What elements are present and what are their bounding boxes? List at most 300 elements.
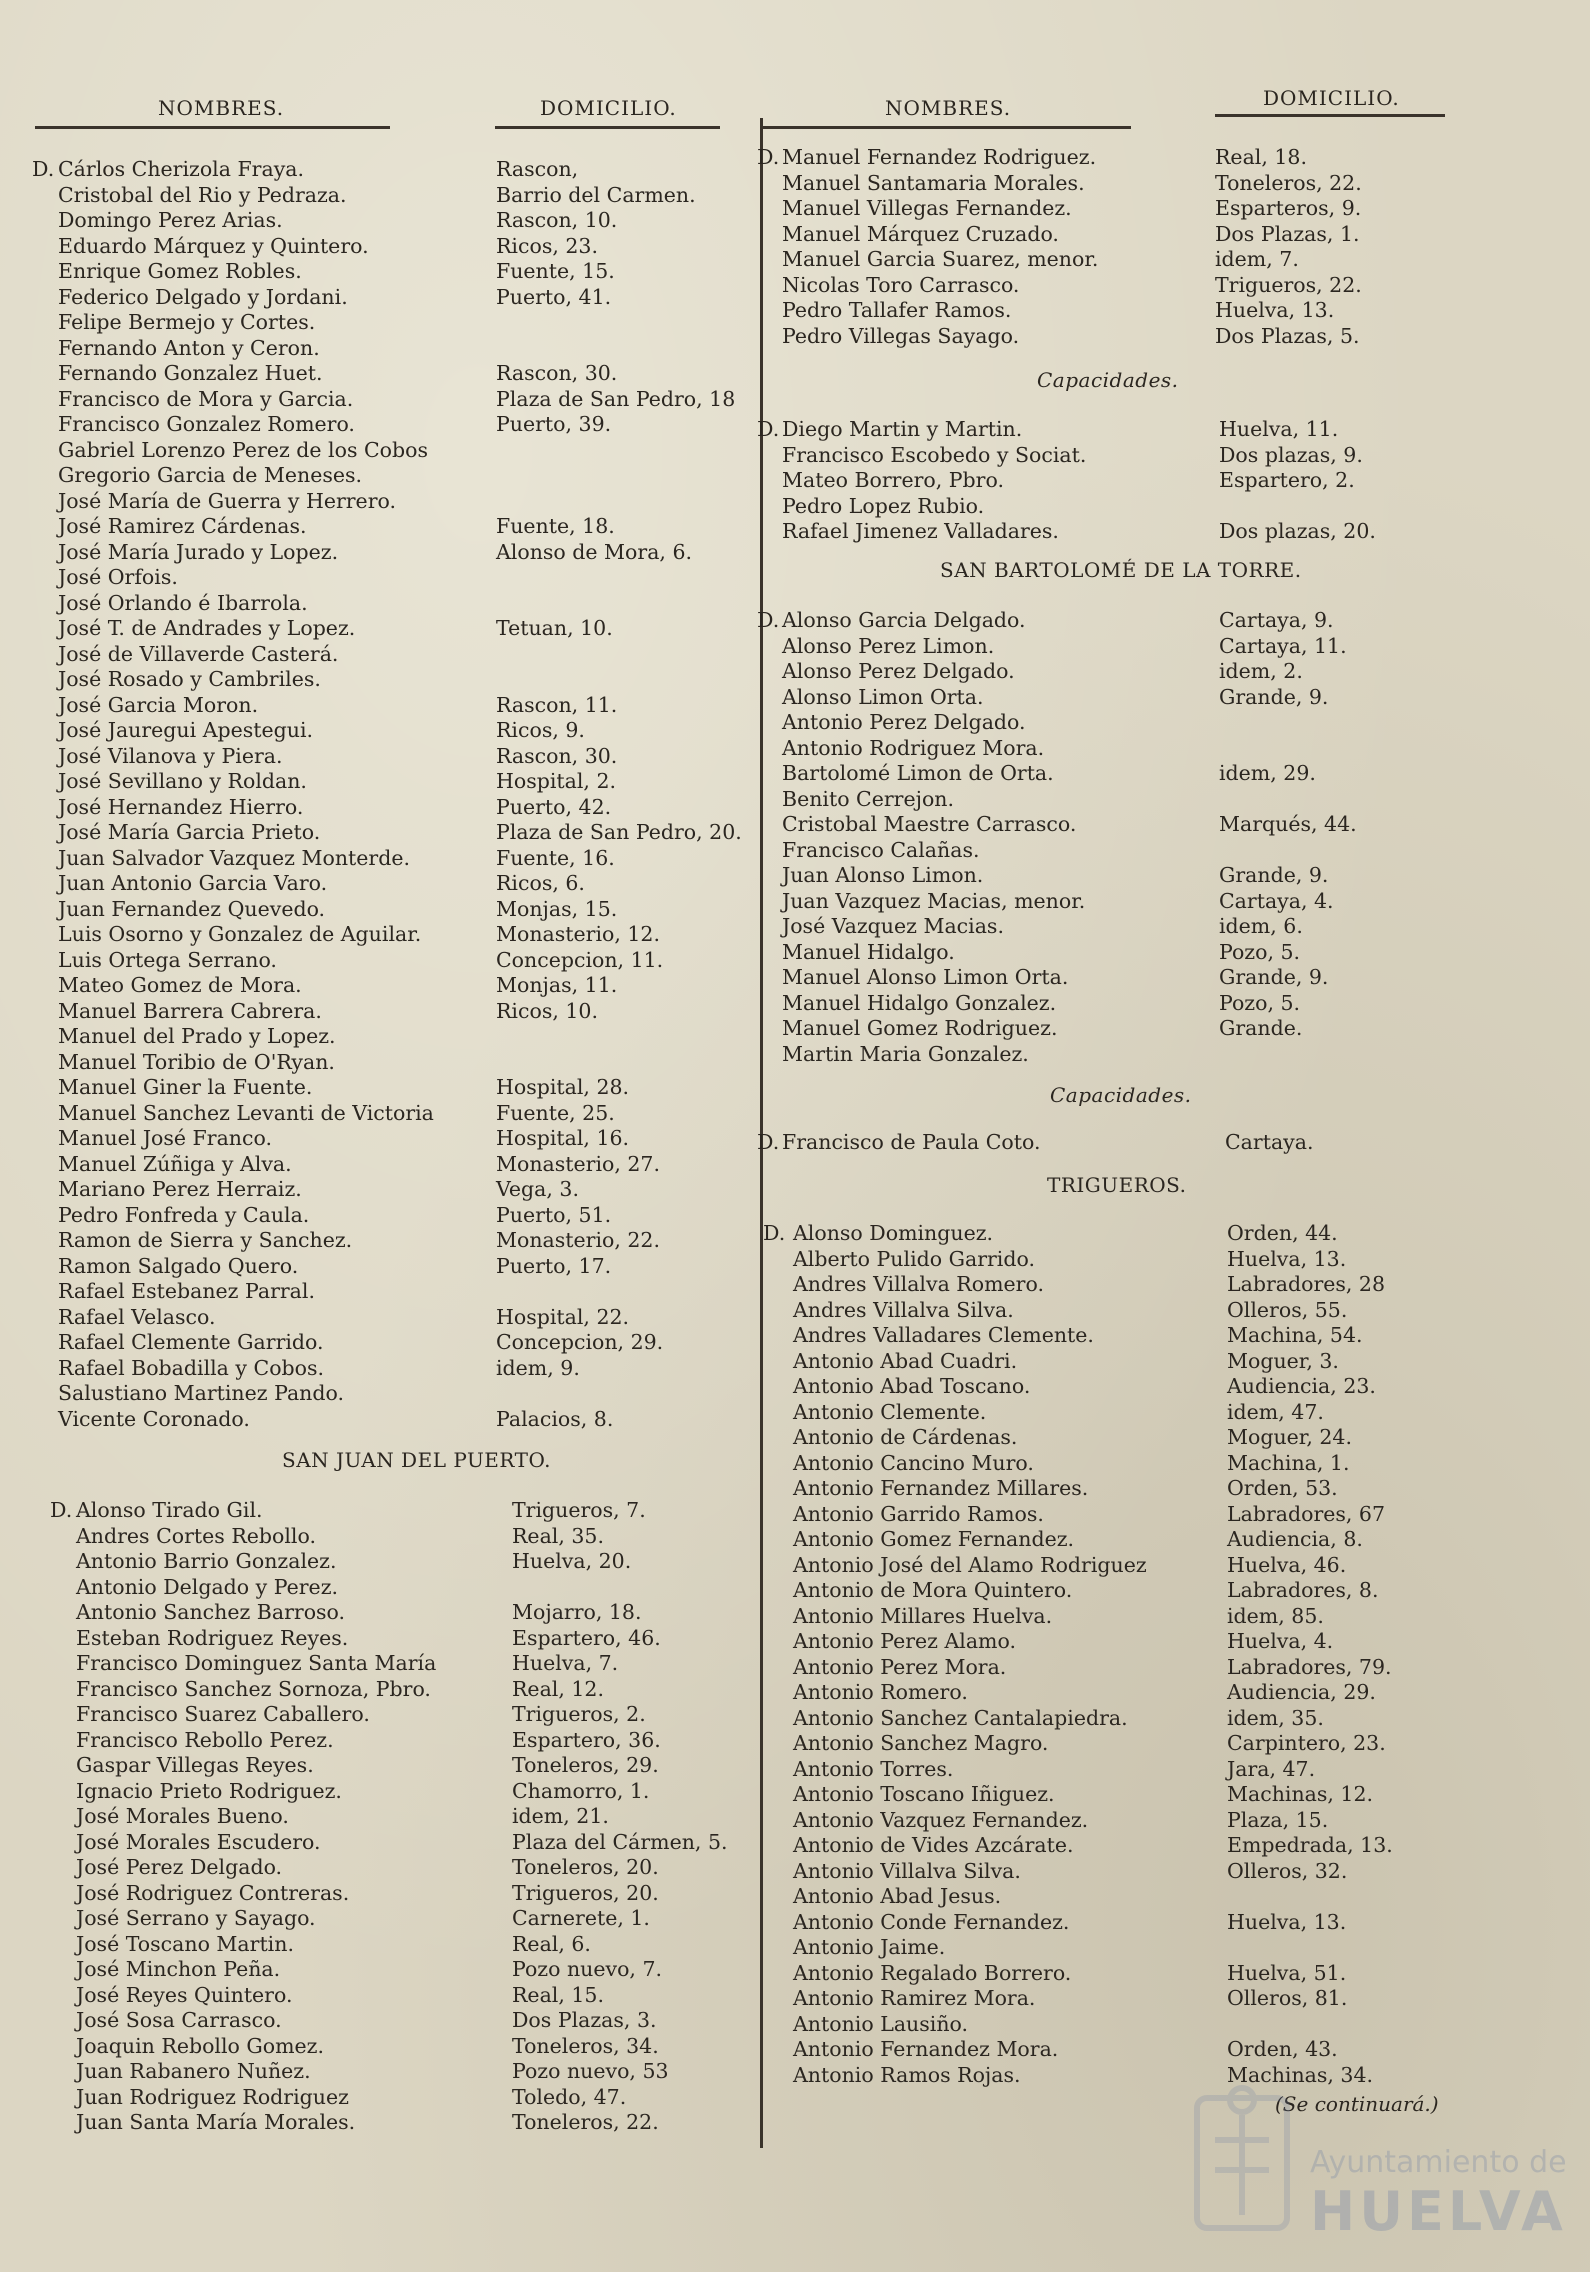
list-item xyxy=(745,144,1590,170)
header-domicilio-right: DOMICILIO. xyxy=(1263,86,1400,110)
list-item xyxy=(0,1803,745,1829)
domicile: Puerto, 17. xyxy=(496,1253,612,1278)
person-name: Fernando Anton y Ceron. xyxy=(58,335,320,360)
list-item xyxy=(0,1202,745,1228)
list-item xyxy=(0,794,745,820)
list-item xyxy=(745,684,1590,710)
person-name: José Serrano y Sayago. xyxy=(76,1906,316,1930)
list-item xyxy=(0,1676,745,1702)
person-name: Ignacio Prieto Rodriguez. xyxy=(76,1778,342,1803)
list-item xyxy=(745,1781,1590,1807)
domicile: Marqués, 44. xyxy=(1219,812,1357,836)
list-item xyxy=(0,1278,745,1304)
person-name: Antonio Sanchez Barroso. xyxy=(76,1600,346,1624)
person-name: Manuel Sanchez Levanti de Victoria xyxy=(58,1100,434,1125)
person-name: Francisco Escobedo y Sociat. xyxy=(782,442,1087,467)
title-prefix: D. xyxy=(757,417,780,441)
person-name: Antonio Fernandez Mora. xyxy=(793,2037,1059,2061)
domicile: Puerto, 41. xyxy=(496,284,612,309)
person-name: Francisco Gonzalez Romero. xyxy=(58,412,355,436)
list-item xyxy=(0,590,745,616)
domicile: Cartaya, 4. xyxy=(1219,888,1334,913)
list-item xyxy=(0,998,745,1024)
domicile: Ricos, 10. xyxy=(496,998,598,1023)
title-prefix: D. xyxy=(50,1498,73,1522)
list-item xyxy=(0,182,745,208)
domicile: Huelva, 4. xyxy=(1227,1629,1334,1653)
person-name: Antonio Delgado y Perez. xyxy=(76,1574,339,1599)
list-item xyxy=(745,297,1590,323)
list-item xyxy=(745,1603,1590,1629)
domicile: Ricos, 23. xyxy=(496,233,598,258)
person-name: Alonso Limon Orta. xyxy=(782,684,984,709)
list-item xyxy=(745,888,1590,914)
domicile: Toneleros, 22. xyxy=(512,2110,659,2134)
header-nombres-left: NOMBRES. xyxy=(158,96,285,120)
person-name: Antonio Clemente. xyxy=(793,1399,987,1424)
title-prefix: D. xyxy=(757,1130,780,1154)
domicile: Huelva, 7. xyxy=(512,1651,619,1675)
list-item xyxy=(0,309,745,335)
domicile: idem, 6. xyxy=(1219,914,1303,938)
person-name: José Morales Bueno. xyxy=(76,1804,289,1828)
domicile: Grande, 9. xyxy=(1219,863,1329,887)
header-domicilio-left: DOMICILIO. xyxy=(540,96,677,120)
person-name: Antonio Romero. xyxy=(793,1680,968,1704)
person-name: Juan Santa María Morales. xyxy=(76,2110,356,2134)
person-name: Antonio Torres. xyxy=(793,1756,954,1781)
person-name: Pedro Lopez Rubio. xyxy=(782,493,985,518)
list-item xyxy=(0,1125,745,1151)
domicile: Grande. xyxy=(1219,1016,1303,1040)
person-name: Manuel Hidalgo. xyxy=(782,939,955,964)
person-name: José Vilanova y Piera. xyxy=(58,743,283,768)
person-name: Esteban Rodriguez Reyes. xyxy=(76,1625,349,1650)
list-item xyxy=(0,207,745,233)
person-name: José Ramirez Cárdenas. xyxy=(58,514,307,538)
person-name: Mariano Perez Herraiz. xyxy=(58,1177,302,1201)
list-item xyxy=(0,1074,745,1100)
domicile: idem, 9. xyxy=(496,1355,580,1380)
list-item xyxy=(745,837,1590,863)
header-nombres-right: NOMBRES. xyxy=(885,96,1012,120)
person-name: Antonio Conde Fernandez. xyxy=(793,1909,1070,1934)
person-name: Martin Maria Gonzalez. xyxy=(782,1041,1029,1066)
person-name: Francisco Sanchez Sornoza, Pbro. xyxy=(76,1676,431,1701)
list-item xyxy=(0,1227,745,1253)
domicile: idem, 85. xyxy=(1227,1603,1324,1628)
person-name: Benito Cerrejon. xyxy=(782,786,955,811)
domicile: Fuente, 15. xyxy=(496,259,615,283)
person-name: Diego Martin y Martin. xyxy=(782,417,1023,441)
person-name: Pedro Fonfreda y Caula. xyxy=(58,1202,310,1227)
person-name: José María Garcia Prieto. xyxy=(58,820,321,844)
domicile: Dos plazas, 20. xyxy=(1219,519,1376,543)
watermark-line1: Ayuntamiento de xyxy=(1310,2145,1567,2180)
person-name: Eduardo Márquez y Quintero. xyxy=(58,233,369,258)
list-item xyxy=(745,709,1590,735)
person-name: Antonio Ramirez Mora. xyxy=(793,1986,1036,2010)
list-item xyxy=(0,2033,745,2059)
person-name: Mateo Borrero, Pbro. xyxy=(782,468,1004,492)
domicile: Real, 18. xyxy=(1215,145,1307,169)
person-name: Francisco Calañas. xyxy=(782,837,980,862)
domicile: Grande, 9. xyxy=(1219,965,1329,989)
person-name: José Minchon Peña. xyxy=(76,1957,281,1981)
person-name: Gregorio Garcia de Meneses. xyxy=(58,463,363,487)
person-name: Francisco de Paula Coto. xyxy=(782,1130,1041,1154)
domicile: Puerto, 51. xyxy=(496,1202,612,1227)
section-san-bartolome: SAN BARTOLOMÉ DE LA TORRE. xyxy=(940,558,1302,582)
domicile: Ricos, 6. xyxy=(496,871,585,895)
domicile: Hospital, 22. xyxy=(496,1304,630,1329)
list-item xyxy=(745,735,1590,761)
domicile: Machina, 54. xyxy=(1227,1323,1363,1347)
list-item xyxy=(745,1501,1590,1527)
list-item xyxy=(745,607,1590,633)
person-name: Manuel Alonso Limon Orta. xyxy=(782,965,1069,989)
person-name: Juan Vazquez Macias, menor. xyxy=(782,888,1086,913)
list-item xyxy=(0,411,745,437)
list-item xyxy=(745,1552,1590,1578)
section-capacidades-2: Capacidades. xyxy=(1050,1083,1192,1107)
person-name: Domingo Perez Arias. xyxy=(58,208,283,232)
person-name: Juan Rabanero Nuñez. xyxy=(76,2059,311,2083)
domicile: Grande, 9. xyxy=(1219,684,1329,709)
domicile: Plaza de San Pedro, 20. xyxy=(496,820,742,844)
domicile: Real, 15. xyxy=(512,1982,604,2007)
domicile: Monasterio, 12. xyxy=(496,922,660,946)
person-name: Salustiano Martinez Pando. xyxy=(58,1381,344,1405)
list-item xyxy=(745,1577,1590,1603)
person-name: Antonio Fernandez Millares. xyxy=(793,1476,1089,1500)
person-name: Joaquin Rebollo Gomez. xyxy=(76,2033,324,2058)
list-item xyxy=(745,633,1590,659)
title-prefix: D. xyxy=(32,157,55,181)
domicile: Toledo, 47. xyxy=(512,2084,627,2109)
header-rule-domicilio-right xyxy=(1215,114,1445,117)
list-item xyxy=(745,1348,1590,1374)
list-item xyxy=(0,1100,745,1126)
person-name: Antonio Vazquez Fernandez. xyxy=(793,1807,1089,1832)
list-item xyxy=(0,2007,745,2033)
person-name: Bartolomé Limon de Orta. xyxy=(782,761,1054,785)
list-item xyxy=(745,1424,1590,1450)
person-name: Manuel José Franco. xyxy=(58,1126,272,1150)
domicile: Huelva, 51. xyxy=(1227,1960,1347,1985)
list-item xyxy=(0,1880,745,1906)
domicile: Trigueros, 2. xyxy=(512,1702,646,1726)
list-item xyxy=(745,786,1590,812)
domicile: Labradores, 79. xyxy=(1227,1654,1392,1679)
list-item xyxy=(0,743,745,769)
domicile: Dos Plazas, 3. xyxy=(512,2008,657,2032)
person-name: Antonio Rodriguez Mora. xyxy=(782,735,1045,760)
person-name: Antonio Perez Delgado. xyxy=(782,710,1026,734)
person-name: Antonio de Cárdenas. xyxy=(793,1425,1018,1449)
domicile: Puerto, 39. xyxy=(496,412,612,436)
domicile: Orden, 53. xyxy=(1227,1476,1338,1500)
list-item xyxy=(745,1399,1590,1425)
person-name: Antonio Abad Toscano. xyxy=(793,1374,1031,1398)
domicile: Fuente, 25. xyxy=(496,1100,615,1125)
watermark-line2: HUELVA xyxy=(1310,2180,1567,2243)
list-item xyxy=(745,1297,1590,1323)
domicile: idem, 29. xyxy=(1219,761,1316,785)
person-name: Andres Cortes Rebollo. xyxy=(76,1523,316,1548)
list-item xyxy=(0,2109,745,2135)
header-rule-nombres-right xyxy=(763,126,1131,129)
domicile: Toneleros, 29. xyxy=(512,1753,659,1777)
person-name: José Rosado y Cambriles. xyxy=(58,667,321,691)
domicile: Real, 35. xyxy=(512,1523,604,1548)
list-item xyxy=(0,1304,745,1330)
domicile: Concepcion, 11. xyxy=(496,947,664,972)
person-name: Antonio Sanchez Cantalapiedra. xyxy=(793,1705,1128,1730)
list-item xyxy=(0,768,745,794)
list-item xyxy=(0,1854,745,1880)
person-name: Pedro Tallafer Ramos. xyxy=(782,298,1012,322)
domicile: idem, 47. xyxy=(1227,1399,1324,1424)
section-san-juan-del-puerto: SAN JUAN DEL PUERTO. xyxy=(282,1448,552,1472)
domicile: Tetuan, 10. xyxy=(496,616,613,640)
person-name: Juan Fernandez Quevedo. xyxy=(58,896,326,921)
person-name: Francisco Dominguez Santa María xyxy=(76,1651,437,1675)
domicile: Espartero, 2. xyxy=(1219,468,1355,492)
person-name: Gaspar Villegas Reyes. xyxy=(76,1753,314,1777)
title-prefix: D. xyxy=(757,608,780,632)
person-name: Antonio Toscano Iñiguez. xyxy=(793,1782,1055,1806)
crest-icon xyxy=(1197,2088,1287,2228)
person-name: Antonio Gomez Fernandez. xyxy=(793,1527,1075,1551)
person-name: Alonso Dominguez. xyxy=(793,1221,994,1245)
domicile: idem, 35. xyxy=(1227,1705,1324,1730)
person-name: Manuel Hidalgo Gonzalez. xyxy=(782,990,1057,1015)
person-name: Antonio Ramos Rojas. xyxy=(793,2062,1021,2087)
domicile: Trigueros, 20. xyxy=(512,1880,659,1905)
list-item xyxy=(0,1778,745,1804)
domicile: Fuente, 18. xyxy=(496,514,615,538)
domicile: Dos Plazas, 1. xyxy=(1215,221,1360,246)
list-item xyxy=(745,862,1590,888)
domicile: Alonso de Mora, 6. xyxy=(496,539,693,564)
list-item xyxy=(0,1253,745,1279)
person-name: Juan Rodriguez Rodriguez xyxy=(76,2084,349,2109)
list-item xyxy=(745,1883,1590,1909)
list-item xyxy=(745,1730,1590,1756)
list-item xyxy=(745,518,1590,544)
person-name: Antonio José del Alamo Rodriguez xyxy=(793,1552,1147,1577)
list-item xyxy=(745,1015,1590,1041)
list-item xyxy=(0,1049,745,1075)
domicile: Vega, 3. xyxy=(496,1177,579,1201)
person-name: José Reyes Quintero. xyxy=(76,1982,293,2007)
domicile: Hospital, 16. xyxy=(496,1126,630,1150)
person-name: Manuel Santamaria Morales. xyxy=(782,170,1085,195)
domicile: Concepcion, 29. xyxy=(496,1330,664,1354)
person-name: Antonio Millares Huelva. xyxy=(793,1603,1053,1628)
list-item xyxy=(0,1956,745,1982)
domicile: Pozo nuevo, 7. xyxy=(512,1957,663,1981)
list-item xyxy=(0,1982,745,2008)
list-item xyxy=(0,1727,745,1753)
domicile: Plaza, 15. xyxy=(1227,1807,1329,1832)
domicile: Esparteros, 9. xyxy=(1215,196,1362,220)
person-name: Antonio Barrio Gonzalez. xyxy=(76,1549,337,1573)
list-item xyxy=(0,1023,745,1049)
list-item xyxy=(0,1599,745,1625)
list-item xyxy=(0,1931,745,1957)
section-capacidades-1: Capacidades. xyxy=(1037,368,1179,392)
domicile: Moguer, 24. xyxy=(1227,1425,1352,1449)
list-item xyxy=(0,692,745,718)
person-name: Rafael Estebanez Parral. xyxy=(58,1279,315,1303)
domicile: Palacios, 8. xyxy=(496,1406,614,1431)
domicile: Plaza de San Pedro, 18 xyxy=(496,386,736,411)
list-item xyxy=(745,170,1590,196)
list-item xyxy=(0,666,745,692)
list-item xyxy=(0,641,745,667)
list-item xyxy=(745,1271,1590,1297)
list-item xyxy=(745,1220,1590,1246)
list-item xyxy=(745,2036,1590,2062)
person-name: Antonio Cancino Muro. xyxy=(793,1450,1034,1475)
domicile: Olleros, 32. xyxy=(1227,1858,1348,1883)
list-item xyxy=(745,1475,1590,1501)
domicile: Rascon, 30. xyxy=(496,743,618,768)
list-item xyxy=(0,1548,745,1574)
list-item xyxy=(0,947,745,973)
list-item xyxy=(745,493,1590,519)
person-name: Manuel Barrera Cabrera. xyxy=(58,998,322,1023)
domicile: Trigueros, 22. xyxy=(1215,272,1362,297)
list-item xyxy=(745,1858,1590,1884)
domicile: Real, 6. xyxy=(512,1931,591,1956)
domicile: Machina, 1. xyxy=(1227,1450,1350,1475)
person-name: Antonio Sanchez Magro. xyxy=(793,1731,1049,1755)
domicile: Toneleros, 20. xyxy=(512,1855,659,1879)
list-item xyxy=(745,416,1590,442)
list-item xyxy=(745,1909,1590,1935)
domicile: Olleros, 81. xyxy=(1227,1986,1348,2010)
person-name: Enrique Gomez Robles. xyxy=(58,259,302,283)
title-prefix: D. xyxy=(763,1221,786,1245)
title-prefix: D. xyxy=(757,145,780,169)
person-name: Alonso Tirado Gil. xyxy=(76,1498,263,1522)
domicile: Huelva, 46. xyxy=(1227,1552,1347,1577)
domicile: Cartaya. xyxy=(1225,1130,1314,1154)
person-name: Francisco de Mora y Garcia. xyxy=(58,386,354,411)
domicile: Toneleros, 34. xyxy=(512,2033,659,2058)
person-name: Gabriel Lorenzo Perez de los Cobos xyxy=(58,437,429,462)
person-name: Luis Osorno y Gonzalez de Aguilar. xyxy=(58,922,422,946)
person-name: Rafael Jimenez Valladares. xyxy=(782,519,1059,543)
domicile: Toneleros, 22. xyxy=(1215,170,1362,195)
domicile: Carnerete, 1. xyxy=(512,1906,650,1930)
list-item xyxy=(0,258,745,284)
domicile: Huelva, 11. xyxy=(1219,417,1339,441)
list-item xyxy=(745,1679,1590,1705)
person-name: José María Jurado y Lopez. xyxy=(58,539,339,564)
person-name: Andres Valladares Clemente. xyxy=(793,1323,1094,1347)
list-item xyxy=(745,246,1590,272)
domicile: Barrio del Carmen. xyxy=(496,182,696,207)
continuation-note: (Se continuará.) xyxy=(1275,2092,1439,2116)
person-name: Ramon Salgado Quero. xyxy=(58,1253,299,1278)
person-name: Rafael Bobadilla y Cobos. xyxy=(58,1355,325,1380)
list-item xyxy=(0,386,745,412)
domicile: Pozo, 5. xyxy=(1219,939,1301,964)
domicile: Empedrada, 13. xyxy=(1227,1833,1393,1857)
person-name: Antonio Perez Mora. xyxy=(793,1654,1007,1679)
person-name: José María de Guerra y Herrero. xyxy=(58,488,396,513)
domicile: Plaza del Cármen, 5. xyxy=(512,1829,728,1854)
list-item xyxy=(0,921,745,947)
domicile: Pozo nuevo, 53 xyxy=(512,2059,669,2083)
list-item xyxy=(745,658,1590,684)
domicile: Labradores, 28 xyxy=(1227,1272,1386,1296)
person-name: Antonio Lausiño. xyxy=(793,2011,969,2036)
list-item xyxy=(0,1406,745,1432)
list-item xyxy=(0,335,745,361)
domicile: Dos plazas, 9. xyxy=(1219,442,1363,467)
person-name: Andres Villalva Romero. xyxy=(793,1272,1044,1296)
list-item xyxy=(745,1807,1590,1833)
domicile: Rascon, 11. xyxy=(496,692,618,717)
domicile: Espartero, 36. xyxy=(512,1727,661,1752)
person-name: Rafael Clemente Garrido. xyxy=(58,1330,324,1354)
person-name: José Toscano Martin. xyxy=(76,1931,294,1956)
domicile: Rascon, 30. xyxy=(496,361,618,385)
domicile: Huelva, 20. xyxy=(512,1549,632,1573)
list-item xyxy=(0,2058,745,2084)
list-item xyxy=(745,1985,1590,2011)
list-item xyxy=(0,1625,745,1651)
list-item xyxy=(0,972,745,998)
list-item xyxy=(745,1526,1590,1552)
person-name: Rafael Velasco. xyxy=(58,1304,216,1329)
person-name: Antonio Perez Alamo. xyxy=(793,1629,1016,1653)
person-name: José de Villaverde Casterá. xyxy=(58,641,339,666)
list-item xyxy=(0,819,745,845)
list-item xyxy=(745,2011,1590,2037)
domicile: Hospital, 2. xyxy=(496,769,617,793)
list-item xyxy=(0,896,745,922)
domicile: Cartaya, 9. xyxy=(1219,608,1334,632)
list-item xyxy=(745,1628,1590,1654)
list-item xyxy=(745,1129,1590,1155)
person-name: José T. de Andrades y Lopez. xyxy=(58,616,356,640)
list-item xyxy=(745,939,1590,965)
person-name: Antonio Abad Cuadri. xyxy=(793,1348,1018,1373)
list-item xyxy=(0,1355,745,1381)
person-name: Antonio de Mora Quintero. xyxy=(793,1578,1073,1602)
list-item xyxy=(0,360,745,386)
domicile: Chamorro, 1. xyxy=(512,1778,650,1803)
person-name: Antonio Jaime. xyxy=(793,1935,946,1959)
list-item xyxy=(745,442,1590,468)
list-item xyxy=(745,990,1590,1016)
person-name: Manuel Garcia Suarez, menor. xyxy=(782,247,1099,271)
list-item xyxy=(745,1934,1590,1960)
domicile: Monasterio, 22. xyxy=(496,1228,660,1252)
list-item xyxy=(0,2084,745,2110)
domicile: Hospital, 28. xyxy=(496,1075,630,1099)
list-item xyxy=(745,811,1590,837)
person-name: Mateo Gomez de Mora. xyxy=(58,973,302,997)
person-name: Manuel del Prado y Lopez. xyxy=(58,1024,336,1048)
list-item xyxy=(745,964,1590,990)
